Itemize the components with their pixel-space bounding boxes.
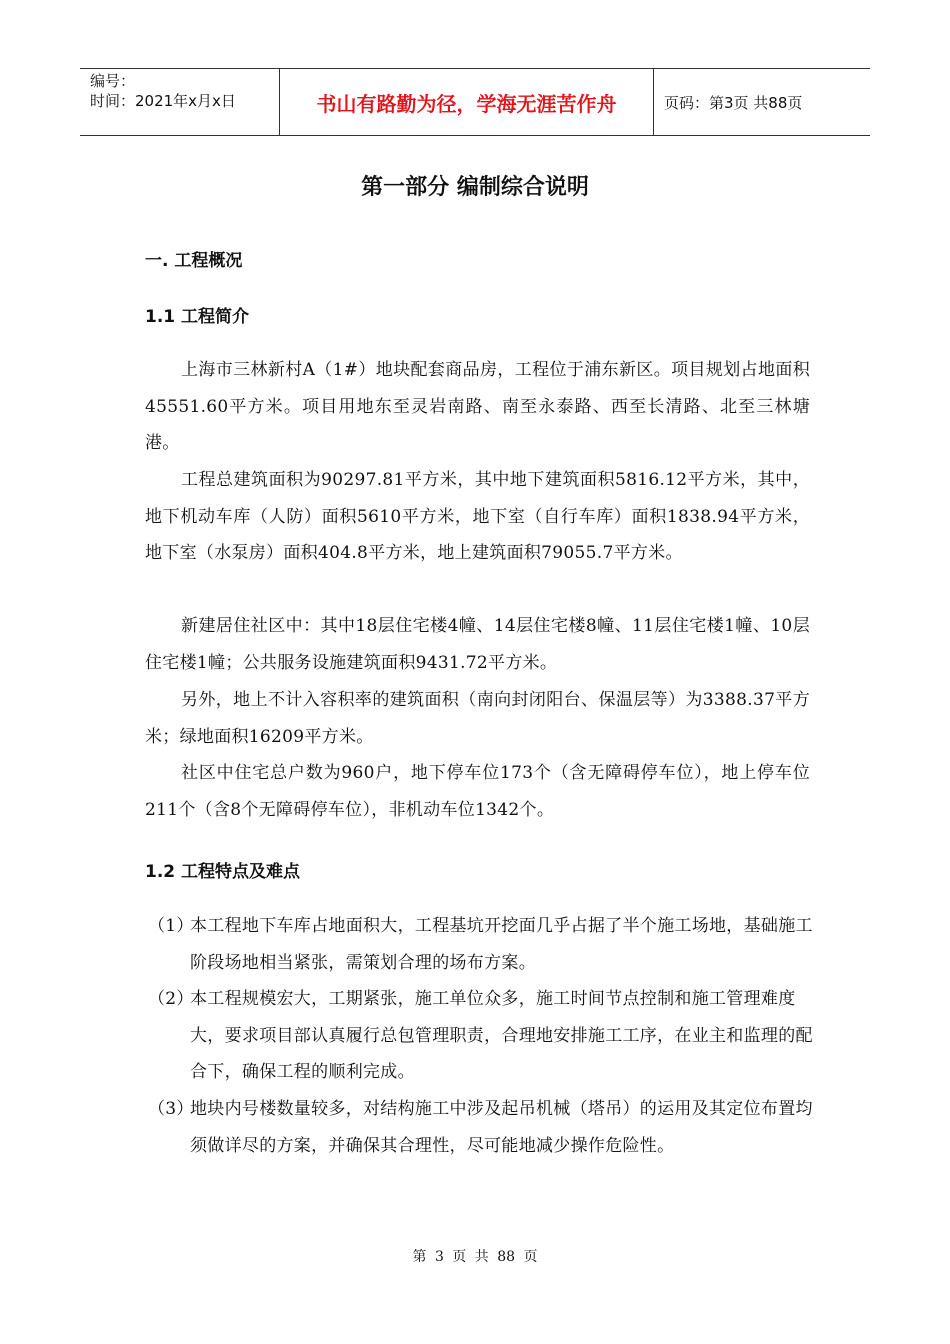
list-item-number: （2） — [148, 989, 194, 1009]
paragraph-green-area: 另外，地上不计入容积率的建筑面积（南向封闭阳台、保温层等）为3388.37平方米；绿地面积16209平方米。 — [145, 690, 810, 747]
list-item-text: 地块内号楼数量较多，对结构施工中涉及起吊机械（塔吊）的运用及其定位布置均须做详尽的方案，并确保其合理性，尽可能地减少操作危险性。 — [190, 1099, 813, 1156]
paragraph-area: 工程总建筑面积为90297.81平方米，其中地下建筑面积5816.12平方米，其中，地下机动车库（人防）面积5610平方米，地下室（自行车库）面积1838.94平方米，地下室（水泵房）面积404.8平方米，地上建筑面积79055.7平方米。 — [145, 470, 810, 563]
paragraph-buildings: 新建居住社区中：其中18层住宅楼4幢、14层住宅楼8幢、11层住宅楼1幢、10层住宅楼1幢；公共服务设施建筑面积9431.72平方米。 — [145, 616, 810, 673]
list-item — [148, 1091, 813, 1164]
document-title: 第一部分 编制综合说明 — [361, 175, 589, 200]
list-item — [148, 908, 813, 981]
document-time-label: 时间：2021年x月x日 — [90, 92, 236, 110]
page-footer: 第 3 页 共 88 页 — [412, 1249, 538, 1265]
document-number-label: 编号： — [90, 72, 136, 90]
list-item — [148, 981, 813, 1091]
section-heading-features: 1.2 工程特点及难点 — [145, 862, 301, 882]
list-item-text: 本工程规模宏大，工期紧张，施工单位众多，施工时间节点控制和施工管理难度大，要求项目部认真履行总包管理职责，合理地安排施工工序，在业主和监理的配合下，确保工程的顺利完成。 — [190, 989, 813, 1082]
list-item-text: 本工程地下车库占地面积大，工程基坑开挖面几乎占据了半个施工场地，基础施工阶段场地相当紧张，需策划合理的场布方案。 — [190, 916, 813, 973]
paragraph-parking: 社区中住宅总户数为960户，地下停车位173个（含无障碍停车位），地上停车位211个（含8个无障碍停车位），非机动车位1342个。 — [145, 763, 810, 820]
paragraph-location: 上海市三林新村A（1#）地块配套商品房，工程位于浦东新区。项目规划占地面积45551.60平方米。项目用地东至灵岩南路、南至永泰路、西至长清路、北至三林塘港。 — [145, 360, 810, 453]
header-page-info: 页码：第3页 共88页 — [664, 93, 803, 112]
list-item-number: （3） — [148, 1099, 194, 1119]
header-meta — [80, 69, 280, 135]
page-header — [80, 68, 870, 136]
section-heading-intro: 1.1 工程简介 — [145, 307, 250, 327]
list-item-number: （1） — [148, 916, 194, 936]
header-motto: 书山有路勤为径，学海无涯苦作舟 — [280, 69, 654, 135]
section-heading-overview: 一. 工程概况 — [145, 251, 243, 271]
